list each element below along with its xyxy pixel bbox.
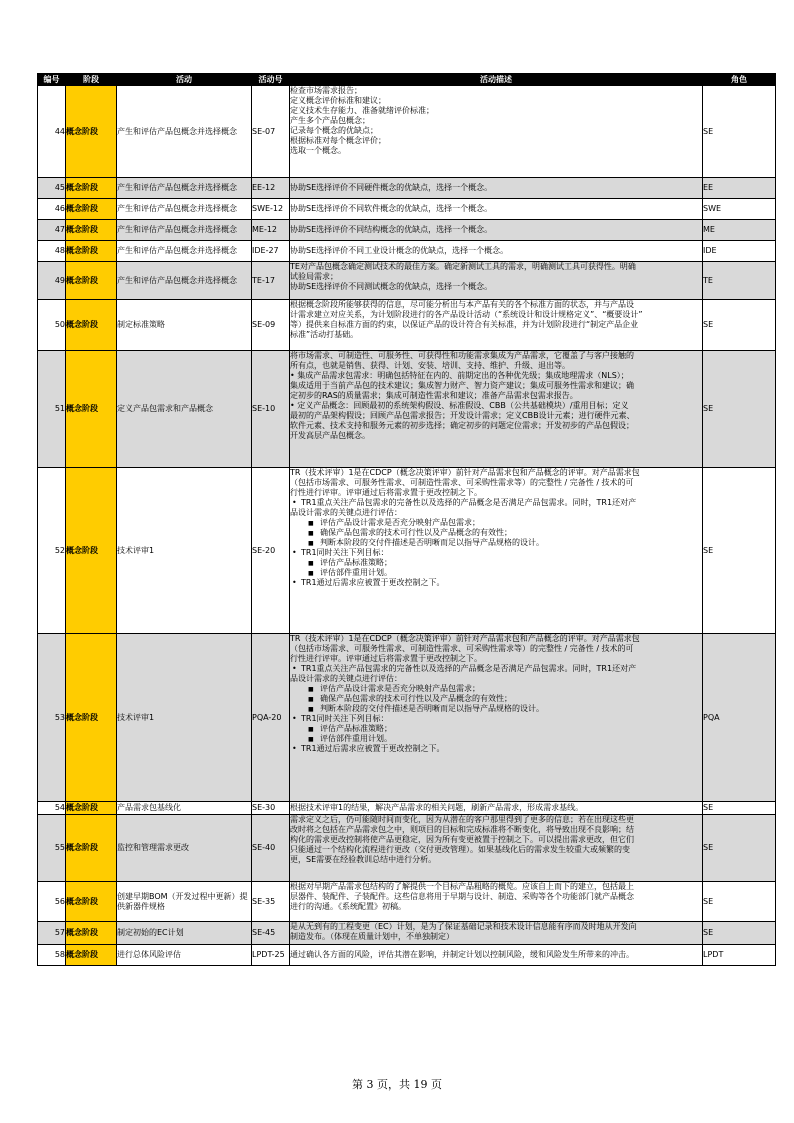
description-line: 根据标准对每个概念评价； <box>290 136 386 145</box>
description-line: 品设计需求的关键点进行评估： <box>290 508 402 517</box>
description-line: 记录每个概念的优缺点； <box>290 126 378 135</box>
description-cell <box>290 468 703 634</box>
description-line: 品设计需求的关键点进行评估： <box>290 674 402 683</box>
row-number: 58 <box>38 945 66 966</box>
role-cell: ME <box>703 220 776 241</box>
role-cell: SE <box>703 882 776 922</box>
table-row <box>38 86 776 178</box>
description-line: • TR1通过后需求应被置于更改控制之下。 <box>290 744 702 754</box>
activity-code-cell: LPDT-25 <box>252 945 290 966</box>
description-lines <box>290 183 702 193</box>
role-cell: IDE <box>703 241 776 262</box>
table-row <box>38 468 776 634</box>
activity-cell: 产品需求包基线化 <box>117 802 252 815</box>
activity-cell: 产生和评估产品包概念并选择概念 <box>117 86 252 178</box>
role-cell: SE <box>703 86 776 178</box>
row-number: 44 <box>38 86 66 178</box>
table-row <box>38 922 776 945</box>
description-line: TR（技术评审）1是在CDCP（概念决策评审）前针对产品需求包和产品概念的评审。对产品需求包 <box>290 468 640 477</box>
description-line: ■ 评估产品设计需求是否充分映射产品包需求； <box>290 518 702 528</box>
description-line: 根据技术评审1的结果，解决产品需求的相关问题，刷新产品需求，形成需求基线。 <box>290 803 584 812</box>
description-line: 更，SE需要在经验教训总结中进行分析。 <box>290 855 437 864</box>
description-cell <box>290 300 703 351</box>
description-line: 标准”活动打基础。 <box>290 330 359 339</box>
row-number: 56 <box>38 882 66 922</box>
activity-code-cell: SE-20 <box>252 468 290 634</box>
description-lines <box>290 225 702 235</box>
description-line: • TR1重点关注产品包需求的完备性以及选择的产品概念是否满足产品包需求。同时，TR1还对产 <box>290 664 702 674</box>
description-line: 协助SE选择评价不同工业设计概念的优缺点，选择一个概念。 <box>290 246 509 255</box>
description-line: 协助SE选择评价不同测试概念的优缺点，选择一个概念。 <box>290 282 493 291</box>
stage-cell: 概念阶段 <box>66 815 117 882</box>
description-line: 协助SE选择评价不同结构概念的优缺点，选择一个概念。 <box>290 225 493 234</box>
description-line: （包括市场需求、可服务性需求、可制造性需求、可采购性需求等）的完整性 / 完备性 / 技术的可 <box>290 644 634 653</box>
description-line: 最初的产品架构假设；回顾产品包需求报告；开发设计需求；定义CBB设计元素；进行硬件元素、 <box>290 411 635 420</box>
description-line: 定初步的RAS的质量需求；集成可制造性需求和建议；准备产品需求包需求报告。 <box>290 391 578 400</box>
description-line: 产生多个产品包概念； <box>290 116 370 125</box>
description-lines <box>290 204 702 214</box>
activity-cell: 产生和评估产品包概念并选择概念 <box>117 241 252 262</box>
activity-cell: 监控和管理需求更改 <box>117 815 252 882</box>
row-number: 47 <box>38 220 66 241</box>
description-line: （包括市场需求、可服务性需求、可制造性需求、可采购性需求等）的完整性 / 完备性 / 技术的可 <box>290 478 634 487</box>
description-cell <box>290 922 703 945</box>
description-line: 根据概念阶段所能够获得的信息，尽可能分析出与本产品有关的各个标准方面的状态，并与产品设 <box>290 300 634 309</box>
role-cell: SE <box>703 468 776 634</box>
description-line: • 定义产品概念：回顾最初的系统架构假设、标准假设、CBB（公共基础模块）/重用目标；定义 <box>290 401 629 410</box>
description-line: ■ 确保产品包需求的技术可行性以及产品概念的有效性； <box>290 528 702 538</box>
description-line: TE对产品包概念确定测试技术的最佳方案。确定新测试工具的需求，明确测试工具可获得性。明确 <box>290 262 636 271</box>
description-lines <box>290 950 702 960</box>
row-number: 51 <box>38 351 66 468</box>
stage-cell: 概念阶段 <box>66 86 117 178</box>
description-cell <box>290 178 703 199</box>
row-number: 49 <box>38 262 66 300</box>
role-cell: SE <box>703 922 776 945</box>
description-line: 定义概念评价标准和建议； <box>290 96 386 105</box>
table-row <box>38 241 776 262</box>
activity-cell: 定义产品包需求和产品概念 <box>117 351 252 468</box>
description-cell <box>290 199 703 220</box>
row-number: 48 <box>38 241 66 262</box>
description-line: TR（技术评审）1是在CDCP（概念决策评审）前针对产品需求包和产品概念的评审。对产品需求包 <box>290 634 640 643</box>
table-header-row <box>38 74 776 86</box>
description-lines <box>290 634 702 801</box>
activity-cell: 技术评审1 <box>117 634 252 802</box>
activity-code-cell: SE-45 <box>252 922 290 945</box>
table-row <box>38 815 776 882</box>
description-lines <box>290 262 702 299</box>
header-code: 活动号 <box>252 74 290 86</box>
row-number: 52 <box>38 468 66 634</box>
activity-code-cell: TE-17 <box>252 262 290 300</box>
description-line: 集成适用于当前产品包的技术建议；集成智力财产、智力资产建议；集成可服务性需求和建议；确 <box>290 381 634 390</box>
row-number: 46 <box>38 199 66 220</box>
description-cell <box>290 86 703 178</box>
table-row <box>38 262 776 300</box>
description-line: 软件元素、技术支持和服务元素的初步选择；确定初步的问题定位需求；开发初步的产品包假设； <box>290 421 634 430</box>
role-cell: SE <box>703 351 776 468</box>
description-line: 选取一个概念。 <box>290 146 346 155</box>
description-line: 需求定义之后，仍可能随时间而变化，因为从潜在的客户那里得到了更多的信息；若在出现这些更 <box>290 815 634 824</box>
description-line: 将市场需求、可制造性、可服务性、可获得性和功能需求集成为产品需求，它覆盖了与客户接触的 <box>290 351 634 360</box>
description-line: 改时将之包括在产品需求包之中，则项目的目标和完成标准将不断变化，将导致出现不良影响；结 <box>290 825 634 834</box>
description-lines <box>290 882 702 921</box>
stage-cell: 概念阶段 <box>66 241 117 262</box>
role-cell: PQA <box>703 634 776 802</box>
description-line: 定义技术生存能力、准备就绪评价标准； <box>290 106 434 115</box>
description-lines <box>290 803 702 813</box>
activity-code-cell: ME-12 <box>252 220 290 241</box>
header-stage: 阶段 <box>66 74 117 86</box>
activity-code-cell: SE-09 <box>252 300 290 351</box>
description-cell <box>290 241 703 262</box>
description-line: 行性进行评审。评审通过后将需求置于更改控制之下。 <box>290 488 482 497</box>
description-line: 根据对早期产品需求包结构的了解提供一个目标产品粗略的概览。应该自上而下的建立，包括最上 <box>290 882 634 891</box>
description-line: 协助SE选择评价不同软件概念的优缺点，选择一个概念。 <box>290 204 493 213</box>
stage-cell: 概念阶段 <box>66 945 117 966</box>
activity-code-cell: SE-40 <box>252 815 290 882</box>
role-cell: LPDT <box>703 945 776 966</box>
page-footer: 第 3 页，共 19 页 <box>352 1078 442 1091</box>
activity-code-cell: PQA-20 <box>252 634 290 802</box>
description-line: 是从无到有的工程变更（EC）计划，是为了保证基础记录和技术设计信息能有序而及时地从开发向 <box>290 922 637 931</box>
description-lines <box>290 351 702 467</box>
activity-cell: 产生和评估产品包概念并选择概念 <box>117 199 252 220</box>
description-line: 等）提供来自标准方面的约束，以保证产品的设计符合有关标准，并为计划阶段进行“制定产品企业 <box>290 320 639 329</box>
stage-cell: 概念阶段 <box>66 300 117 351</box>
activity-table <box>37 73 776 966</box>
activity-code-cell: SE-07 <box>252 86 290 178</box>
description-line: ■ 判断本阶段的交付件描述是否明晰而足以指导产品规格的设计。 <box>290 538 702 548</box>
stage-cell: 概念阶段 <box>66 199 117 220</box>
description-line: 所有点，也就是销售、获得、计划、安装、培训、支持、维护、升级、退出等。 <box>290 361 570 370</box>
table-row <box>38 882 776 922</box>
description-line: 行性进行评审。评审通过后将需求置于更改控制之下。 <box>290 654 482 663</box>
table-row <box>38 351 776 468</box>
row-number: 45 <box>38 178 66 199</box>
description-line: 协助SE选择评价不同硬件概念的优缺点，选择一个概念。 <box>290 183 493 192</box>
role-cell: SWE <box>703 199 776 220</box>
activity-cell: 产生和评估产品包概念并选择概念 <box>117 262 252 300</box>
activity-cell: 进行总体风险评估 <box>117 945 252 966</box>
description-cell <box>290 815 703 882</box>
description-line: • TR1通过后需求应被置于更改控制之下。 <box>290 578 702 588</box>
stage-cell: 概念阶段 <box>66 882 117 922</box>
header-role: 角色 <box>703 74 776 86</box>
description-line: ■ 评估产品标准策略； <box>290 724 702 734</box>
role-cell: SE <box>703 802 776 815</box>
row-number: 55 <box>38 815 66 882</box>
row-number: 54 <box>38 802 66 815</box>
stage-cell: 概念阶段 <box>66 468 117 634</box>
table-body <box>38 86 776 966</box>
description-lines <box>290 246 702 256</box>
description-line: • TR1同时关注下列目标： <box>290 548 702 558</box>
description-cell <box>290 351 703 468</box>
description-line: 开发高层产品包概念。 <box>290 431 370 440</box>
stage-cell: 概念阶段 <box>66 178 117 199</box>
description-line: 试验局需求； <box>290 272 338 281</box>
description-line: • TR1同时关注下列目标： <box>290 714 702 724</box>
stage-cell: 概念阶段 <box>66 922 117 945</box>
role-cell: TE <box>703 262 776 300</box>
activity-cell: 创建早期BOM（开发过程中更新）提供新器件规格 <box>117 882 252 922</box>
description-line: ■ 评估产品设计需求是否充分映射产品包需求； <box>290 684 702 694</box>
table-row <box>38 178 776 199</box>
description-line: • TR1重点关注产品包需求的完备性以及选择的产品概念是否满足产品包需求。同时，TR1还对产 <box>290 498 702 508</box>
description-lines <box>290 86 702 177</box>
description-line: 计需求建立对应关系，为计划阶段进行的各产品设计活动（“系统设计和设计规格定义”、“概要设计” <box>290 310 643 319</box>
description-line: 层器件、装配件、子装配件。这些信息将用于早期与设计、制造、采购等各个功能部门就产品概念 <box>290 892 634 901</box>
stage-cell: 概念阶段 <box>66 220 117 241</box>
table-row <box>38 945 776 966</box>
header-desc: 活动描述 <box>290 74 703 86</box>
description-line: ■ 确保产品包需求的技术可行性以及产品概念的有效性； <box>290 694 702 704</box>
description-cell <box>290 802 703 815</box>
table-row <box>38 220 776 241</box>
table-row <box>38 199 776 220</box>
description-line: ■ 评估部件重用计划。 <box>290 734 702 744</box>
activity-code-cell: SWE-12 <box>252 199 290 220</box>
activity-cell: 产生和评估产品包概念并选择概念 <box>117 178 252 199</box>
description-line: ■ 评估部件重用计划。 <box>290 568 702 578</box>
description-line: ■ 判断本阶段的交付件描述是否明晰而足以指导产品规格的设计。 <box>290 704 702 714</box>
table-row <box>38 634 776 802</box>
row-number: 53 <box>38 634 66 802</box>
activity-code-cell: EE-12 <box>252 178 290 199</box>
description-cell <box>290 882 703 922</box>
header-activity: 活动 <box>117 74 252 86</box>
description-line: 进行的沟通。《系统配置》初稿。 <box>290 902 406 911</box>
activity-cell: 制定标准策略 <box>117 300 252 351</box>
role-cell: EE <box>703 178 776 199</box>
description-line: 通过确认各方面的风险，评估其潜在影响，并制定计划以控制风险，缓和风险发生所带来的冲击。 <box>290 950 634 959</box>
table-row <box>38 300 776 351</box>
activity-code-cell: SE-35 <box>252 882 290 922</box>
activity-cell: 技术评审1 <box>117 468 252 634</box>
stage-cell: 概念阶段 <box>66 262 117 300</box>
description-line: 检查市场需求报告； <box>290 86 362 95</box>
activity-code-cell: IDE-27 <box>252 241 290 262</box>
activity-cell: 制定初始的EC计划 <box>117 922 252 945</box>
role-cell: SE <box>703 300 776 351</box>
stage-cell: 概念阶段 <box>66 802 117 815</box>
description-lines <box>290 300 702 350</box>
header-num: 编号 <box>38 74 66 86</box>
activity-cell: 产生和评估产品包概念并选择概念 <box>117 220 252 241</box>
description-cell <box>290 634 703 802</box>
stage-cell: 概念阶段 <box>66 351 117 468</box>
activity-code-cell: SE-10 <box>252 351 290 468</box>
description-lines <box>290 922 702 944</box>
activity-code-cell: SE-30 <box>252 802 290 815</box>
description-lines <box>290 815 702 881</box>
stage-cell: 概念阶段 <box>66 634 117 802</box>
description-cell <box>290 945 703 966</box>
description-cell <box>290 220 703 241</box>
row-number: 57 <box>38 922 66 945</box>
table-row <box>38 802 776 815</box>
description-line: 只能通过一个结构化流程进行更改（交付更改管理）。如果基线化后的需求发生较重大或频繁的变 <box>290 845 630 854</box>
description-cell <box>290 262 703 300</box>
row-number: 50 <box>38 300 66 351</box>
description-line: • 集成产品需求包需求：明确包括特征在内的、前期定出的各种优先级；集成地理需求（NLS）； <box>290 371 629 380</box>
role-cell: SE <box>703 815 776 882</box>
description-lines <box>290 468 702 633</box>
description-line: ■ 评估产品标准策略； <box>290 558 702 568</box>
description-line: 制造发布。（体现在质量计划中，不单独制定） <box>290 932 454 941</box>
description-line: 构化的需求更改控制将使产品更稳定，因为所有变更被置于控制之下。可以提出需求更改，但它们 <box>290 835 634 844</box>
